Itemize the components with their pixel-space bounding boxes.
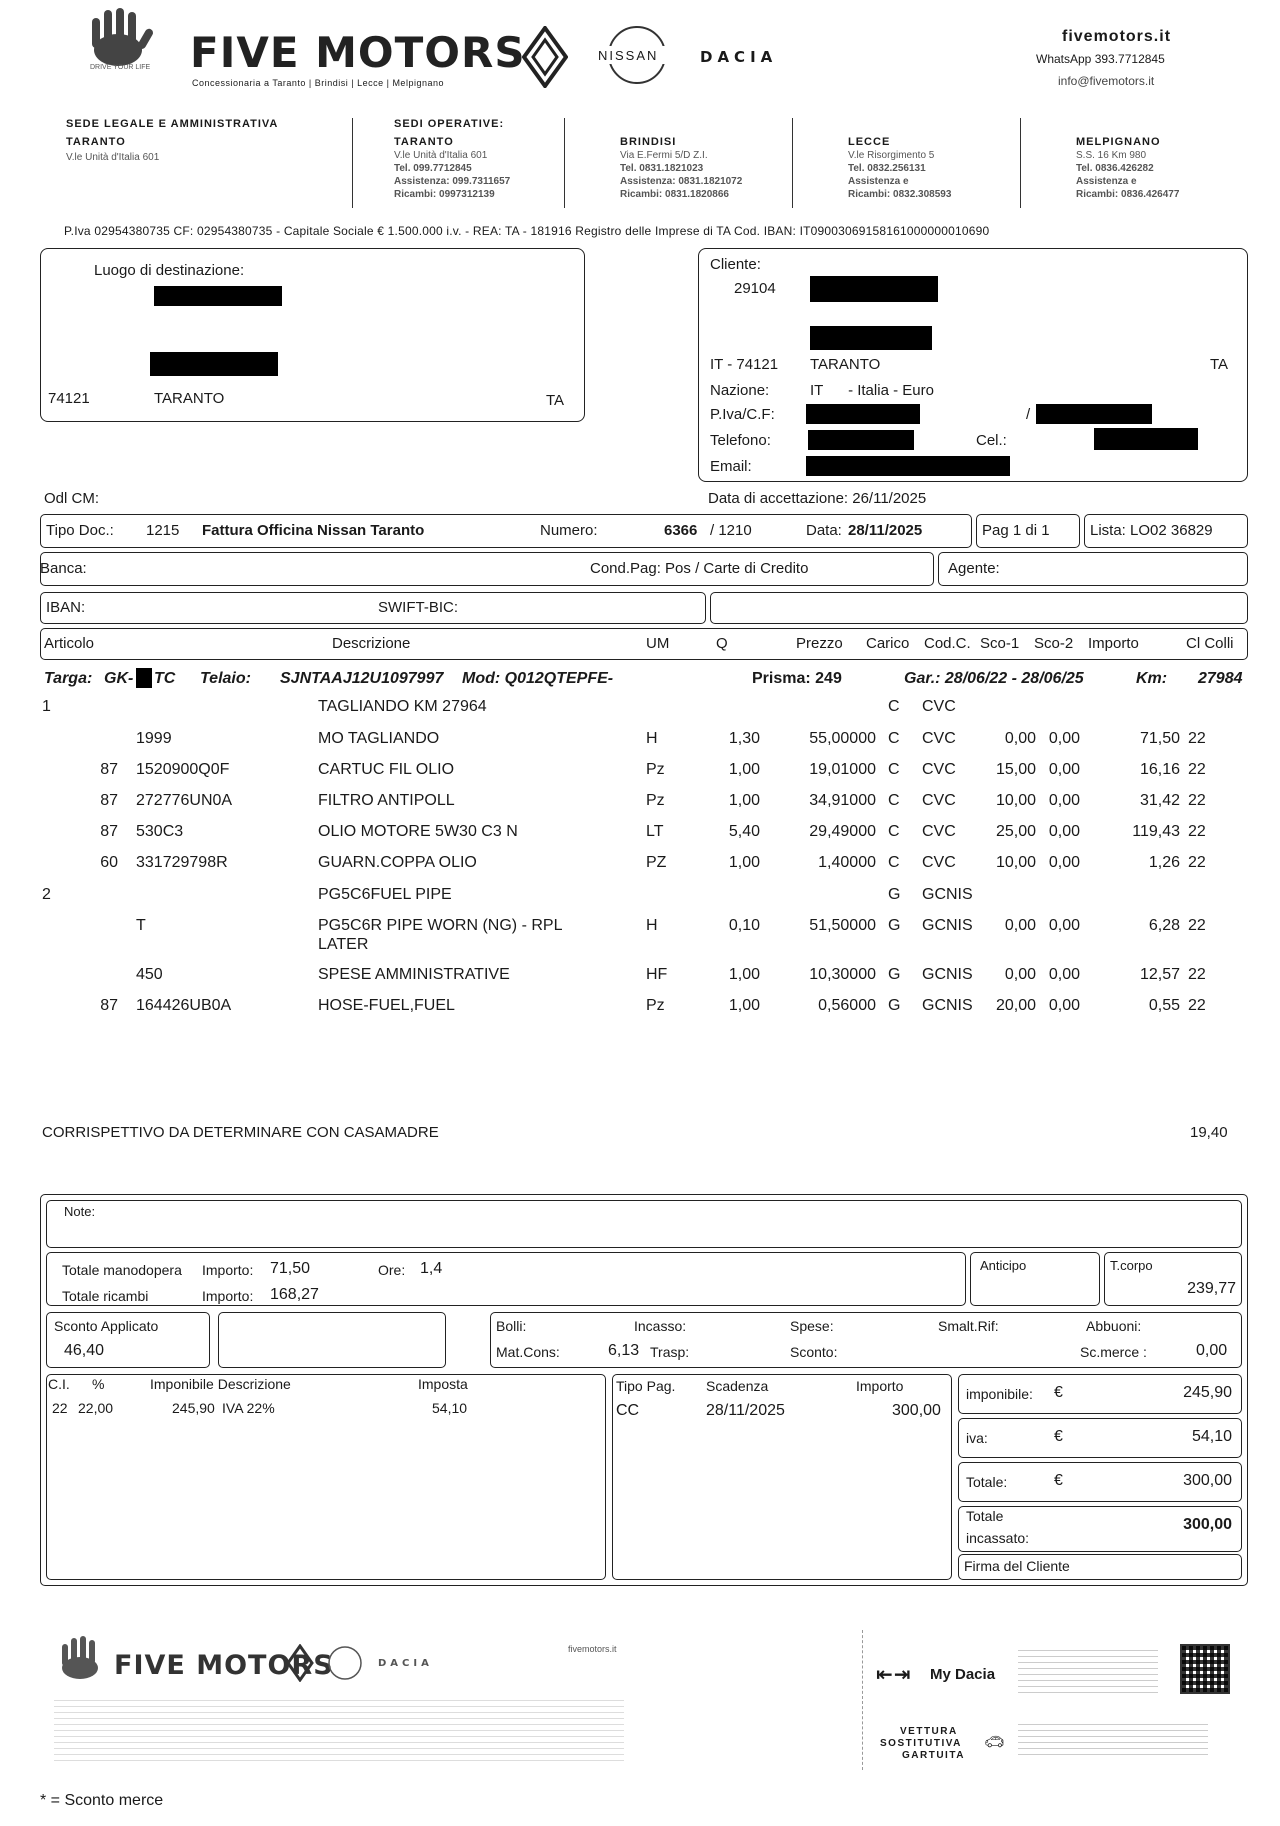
col-carico: Carico	[866, 635, 910, 652]
incassato-value: 300,00	[1183, 1516, 1232, 1533]
ore-label: Ore:	[378, 1262, 406, 1278]
cell-cod: CVC	[922, 698, 956, 715]
destination-prov: TA	[546, 392, 565, 409]
scadenza-label: Scadenza	[706, 1378, 769, 1394]
vettura-2: SOSTITUTIVA	[880, 1738, 962, 1749]
imponibile-label: imponibile:	[966, 1386, 1033, 1402]
signature-label: Firma del Cliente	[964, 1558, 1070, 1574]
prisma: Prisma: 249	[752, 670, 842, 687]
client-prov: TA	[1210, 356, 1229, 373]
incassato-label-1: Totale	[966, 1508, 1004, 1524]
cell-car: C	[888, 698, 900, 715]
targa-end: TC	[154, 670, 176, 687]
piva-label: P.Iva/C.F:	[710, 406, 775, 423]
lista-value: Lista: LO02 36829	[1090, 522, 1213, 539]
tot-ricambi-imp-label: Importo:	[202, 1288, 254, 1304]
telaio-value: SJNTAAJ12U1097997	[280, 670, 444, 687]
cell-q: 1,00	[728, 761, 760, 778]
col-articolo: Articolo	[44, 635, 95, 652]
cell-prezzo: 51,50000	[809, 917, 876, 934]
euro-sign: €	[1054, 1472, 1063, 1489]
iban-box	[40, 592, 706, 624]
office-taranto: TARANTO V.le Unità d'Italia 601 Tel. 099.7712845 Assistenza: 099.7311657 Ricambi: 0997312139	[394, 136, 511, 200]
cell-cl: 22	[1188, 761, 1206, 778]
cell-prezzo: 0,56000	[818, 997, 876, 1014]
sconto-value: 46,40	[64, 1342, 105, 1359]
km-value: 27984	[1198, 670, 1243, 687]
cell-um: H	[646, 730, 658, 747]
doc-type-name: Fattura Officina Nissan Taranto	[202, 522, 425, 539]
cell-um: LT	[646, 823, 664, 840]
cell-s1: 20,00	[995, 997, 1036, 1014]
cell-s2: 0,00	[1048, 792, 1080, 809]
cell-imp: 12,57	[1139, 966, 1180, 983]
numero-value: 6366	[664, 522, 698, 539]
cell-prezzo: 19,01000	[809, 761, 876, 778]
renault-logo-icon	[522, 26, 568, 88]
destination-label: Luogo di destinazione:	[94, 262, 245, 279]
scmerce-label: Sc.merce :	[1080, 1344, 1147, 1360]
footer-dacia: DACIA	[378, 1658, 433, 1669]
tot-ricambi-value: 168,27	[270, 1286, 319, 1303]
km-label: Km:	[1136, 670, 1168, 687]
phone-label: Telefono:	[710, 432, 771, 449]
cell-s1: 25,00	[995, 823, 1036, 840]
cell-s2: 0,00	[1048, 966, 1080, 983]
targa-label: Targa:	[44, 670, 93, 687]
cell-cod: CVC	[922, 792, 956, 809]
dacia-text: DACIA	[700, 48, 778, 66]
cell-car: G	[888, 997, 901, 1014]
note-box	[46, 1200, 1242, 1248]
euro-sign: €	[1054, 1428, 1063, 1445]
cell-cl: 22	[1188, 730, 1206, 747]
cell-cl: 22	[1188, 917, 1206, 934]
cell-desc: PG5C6R PIPE WORN (NG) - RPL	[318, 917, 563, 934]
cell-s2: 0,00	[1048, 854, 1080, 871]
matcons-label: Mat.Cons:	[496, 1344, 560, 1360]
cell-art: 164426UB0A	[136, 997, 232, 1014]
cell-q: 1,00	[728, 854, 760, 871]
cell-desc: TAGLIANDO KM 27964	[318, 698, 487, 715]
cell-cod: CVC	[922, 823, 956, 840]
agent-label: Agente:	[948, 560, 1000, 577]
redacted-block	[808, 430, 914, 450]
cell-prezzo: 55,00000	[809, 730, 876, 747]
legal-city: TARANTO	[66, 136, 126, 148]
col-importo: Importo	[1088, 635, 1139, 652]
cell-cod: CVC	[922, 761, 956, 778]
cell-prezzo: 29,49000	[809, 823, 876, 840]
tcorpo-label: T.corpo	[1110, 1258, 1153, 1273]
cell-cl: 22	[1188, 823, 1206, 840]
cell-cod: GCNIS	[922, 966, 973, 983]
model: Mod: Q012QTEPFE-	[462, 670, 614, 687]
cell-um: Pz	[646, 761, 665, 778]
cell-art: 331729798R	[136, 854, 228, 871]
cell-car: G	[888, 966, 901, 983]
car-icon: 🚗︎	[984, 1734, 1005, 1751]
cell-s2: 0,00	[1048, 761, 1080, 778]
scadenza-value: 28/11/2025	[706, 1402, 785, 1419]
footer-brand: FIVE MOTORS	[114, 1650, 334, 1681]
footer-text-placeholder	[1018, 1724, 1208, 1760]
note-label: Note:	[64, 1204, 96, 1219]
cell-prezzo: 10,30000	[809, 966, 876, 983]
tot-mano-imp-label: Importo:	[202, 1262, 254, 1278]
cell-desc: SPESE AMMINISTRATIVE	[318, 966, 510, 983]
cell-imp: 6,28	[1148, 917, 1180, 934]
col-codc: Cod.C.	[924, 635, 971, 652]
cell-cl: 22	[1188, 792, 1206, 809]
divider	[564, 118, 565, 208]
empty-box	[218, 1312, 446, 1368]
cell-imp: 16,16	[1139, 761, 1180, 778]
cell-q: 5,40	[728, 823, 760, 840]
cond-pag: Cond.Pag: Pos / Carte di Credito	[590, 560, 809, 577]
cell-um: HF	[646, 966, 668, 983]
corrispettivo-value: 19,40	[1190, 1124, 1228, 1141]
cell-q: 1,00	[728, 966, 760, 983]
cell-s1: 0,00	[1004, 917, 1036, 934]
abbuoni-label: Abbuoni:	[1086, 1318, 1142, 1334]
col-colli: Cl Colli	[1186, 635, 1234, 652]
totals-summary-box	[46, 1252, 966, 1306]
cell-car: C	[888, 730, 900, 747]
cel-label: Cel.:	[976, 432, 1007, 449]
iva-desc-value: IVA 22%	[222, 1400, 275, 1416]
cell-cod: GCNIS	[922, 886, 973, 903]
cell-pre: 87	[100, 792, 118, 809]
cell-cl: 22	[1188, 854, 1206, 871]
office-lecce: LECCE V.le Risorgimento 5 Tel. 0832.256131 Assistenza e Ricambi: 0832.308593	[848, 136, 952, 200]
col-sco2: Sco-2	[1034, 635, 1074, 652]
sconto-label: Sconto Applicato	[54, 1318, 159, 1334]
divider	[862, 1630, 864, 1770]
cell-desc: PG5C6FUEL PIPE	[318, 886, 452, 903]
matcons-value: 6,13	[608, 1342, 640, 1359]
ci-value: 22	[52, 1400, 68, 1416]
imposta-label: Imposta	[418, 1376, 468, 1392]
cell-art: T	[136, 917, 146, 934]
col-descrizione: Descrizione	[332, 635, 411, 652]
cell-pre: 60	[100, 854, 118, 871]
divider	[1020, 118, 1021, 208]
cell-art: 450	[136, 966, 163, 983]
header-email: info@fivemotors.it	[1058, 74, 1155, 88]
destination-cap: 74121	[48, 390, 90, 407]
cell-q: 0,10	[728, 917, 760, 934]
redacted-block	[810, 276, 938, 302]
cell-s2: 0,00	[1048, 730, 1080, 747]
legend: * = Sconto merce	[40, 1792, 164, 1809]
doc-type-label: Tipo Doc.:	[46, 522, 114, 539]
cell-prezzo: 34,91000	[809, 792, 876, 809]
cell-cod: CVC	[922, 854, 956, 871]
corrispettivo-text: CORRISPETTIVO DA DETERMINARE CON CASAMADRE	[42, 1124, 439, 1141]
cell-desc: GUARN.COPPA OLIO	[318, 854, 477, 871]
cell-desc: OLIO MOTORE 5W30 C3 N	[318, 823, 518, 840]
hand-logo-icon	[56, 1636, 112, 1680]
cell-n: 1	[42, 698, 51, 715]
col-prezzo: Prezzo	[796, 635, 843, 652]
tipopag-label: Tipo Pag.	[616, 1378, 676, 1394]
cell-imp: 119,43	[1132, 823, 1180, 840]
smalt-label: Smalt.Rif:	[938, 1318, 999, 1334]
doc-type-code: 1215	[146, 522, 180, 539]
cell-s2: 0,00	[1048, 917, 1080, 934]
impdesc-label: Imponibile Descrizione	[150, 1376, 291, 1392]
cell-um: Pz	[646, 997, 665, 1014]
importo-value: 300,00	[892, 1402, 941, 1419]
divider	[792, 118, 793, 208]
qr-code-icon	[1180, 1644, 1230, 1694]
cell-s2: 0,00	[1048, 997, 1080, 1014]
cell-cl: 22	[1188, 997, 1206, 1014]
cell-s1: 10,00	[995, 854, 1036, 871]
client-city: TARANTO	[810, 356, 881, 373]
cell-s1: 15,00	[995, 761, 1036, 778]
col-sco1: Sco-1	[980, 635, 1020, 652]
brand-title: FIVE MOTORS	[190, 28, 526, 77]
swift-label: SWIFT-BIC:	[378, 599, 458, 616]
my-dacia: My Dacia	[930, 1666, 996, 1683]
acceptance-date: Data di accettazione: 26/11/2025	[708, 490, 927, 507]
cell-imp: 31,42	[1139, 792, 1180, 809]
data-value: 28/11/2025	[848, 522, 923, 539]
cell-pre: 87	[100, 823, 118, 840]
cell-art: 530C3	[136, 823, 184, 840]
legal-address: V.le Unità d'Italia 601	[66, 152, 160, 163]
cell-s1: 10,00	[995, 792, 1036, 809]
cell-desc-continued: LATER	[318, 936, 369, 953]
data-label: Data:	[806, 522, 842, 539]
nissan-text: NISSAN	[598, 48, 659, 63]
scmerce-value: 0,00	[1196, 1342, 1228, 1359]
cell-car: C	[888, 823, 900, 840]
importo-label: Importo	[856, 1378, 904, 1394]
cell-desc: CARTUC FIL OLIO	[318, 761, 455, 778]
trasp-label: Trasp:	[650, 1344, 690, 1360]
imponibile-value: 245,90	[1183, 1384, 1232, 1401]
cell-s2: 0,00	[1048, 823, 1080, 840]
cell-imp: 1,26	[1148, 854, 1180, 871]
cell-prezzo: 1,40000	[818, 854, 876, 871]
brand-tagline: Concessionaria a Taranto | Brindisi | Lecce | Melpignano	[192, 78, 444, 88]
telaio-label: Telaio:	[200, 670, 251, 687]
slogan: DRIVE YOUR LIFE	[90, 64, 151, 71]
footer-offices-placeholder	[54, 1696, 624, 1766]
tipopag-value: CC	[616, 1402, 640, 1419]
totale-label: Totale:	[966, 1474, 1008, 1490]
email-label: Email:	[710, 458, 752, 475]
cell-um: PZ	[646, 854, 667, 871]
cell-art: 1999	[136, 730, 172, 747]
redacted-block	[806, 456, 1010, 476]
operative-title: SEDI OPERATIVE:	[394, 118, 505, 130]
bank-label: Banca:	[40, 560, 87, 577]
cell-car: G	[888, 886, 901, 903]
divider	[352, 118, 353, 208]
sconto2-label: Sconto:	[790, 1344, 838, 1360]
website: fivemotors.it	[1062, 28, 1172, 45]
fiscal-line: P.Iva 02954380735 CF: 02954380735 - Capitale Sociale € 1.500.000 i.v. - REA: TA - 181916 Registro delle Imprese di TA Cod. IBAN: IT09003069158161000000010690	[64, 224, 990, 238]
perc-value: 22,00	[78, 1400, 114, 1416]
cell-q: 1,00	[728, 997, 760, 1014]
cell-desc: HOSE-FUEL,FUEL	[318, 997, 455, 1014]
imposta-value: 54,10	[432, 1400, 468, 1416]
tcorpo-value: 239,77	[1187, 1280, 1236, 1297]
cell-car: C	[888, 761, 900, 778]
tot-mano-label: Totale manodopera	[62, 1262, 182, 1278]
redacted-block	[154, 286, 282, 306]
warranty: Gar.: 28/06/22 - 28/06/25	[904, 670, 1084, 687]
col-q: Q	[716, 635, 728, 652]
totale-value: 300,00	[1183, 1472, 1232, 1489]
cell-pre: 87	[100, 761, 118, 778]
client-code: 29104	[734, 280, 776, 297]
iva-label: iva:	[966, 1430, 988, 1446]
iva-value: 54,10	[1191, 1428, 1232, 1445]
spese-label: Spese:	[790, 1318, 834, 1334]
anticipo-label: Anticipo	[980, 1258, 1027, 1273]
renault-logo-icon	[286, 1644, 314, 1682]
redacted-block	[806, 404, 920, 424]
tot-ricambi-label: Totale ricambi	[62, 1288, 149, 1304]
redacted-block	[1036, 404, 1152, 424]
office-brindisi: BRINDISI Via E.Fermi 5/D Z.I. Tel. 0831.1821023 Assistenza: 0831.1821072 Ricambi: 0831.1820866	[620, 136, 743, 200]
legal-title: SEDE LEGALE E AMMINISTRATIVA	[66, 118, 279, 130]
cell-um: H	[646, 917, 658, 934]
cell-s1: 0,00	[1004, 730, 1036, 747]
redacted-block	[810, 326, 932, 350]
ore-value: 1,4	[420, 1260, 443, 1277]
col-um: UM	[646, 635, 670, 652]
cell-car: G	[888, 917, 901, 934]
nissan-logo-icon	[324, 1644, 366, 1682]
odl-label: Odl CM:	[44, 490, 100, 507]
tot-mano-value: 71,50	[270, 1260, 311, 1277]
iban-label: IBAN:	[46, 599, 86, 616]
redacted-block	[150, 352, 278, 376]
nation-value: IT - Italia - Euro	[810, 382, 934, 399]
piva-slash: /	[1026, 406, 1031, 423]
destination-city: TARANTO	[154, 390, 225, 407]
euro-sign: €	[1054, 1384, 1063, 1401]
cell-car: C	[888, 854, 900, 871]
incassato-label-2: incassato:	[966, 1530, 1030, 1546]
iban-extra-box	[710, 592, 1248, 624]
client-label: Cliente:	[710, 256, 761, 273]
cell-cod: GCNIS	[922, 997, 973, 1014]
numero-suffix: / 1210	[710, 522, 752, 539]
cell-art: 272776UN0A	[136, 792, 233, 809]
numero-label: Numero:	[540, 522, 598, 539]
cell-pre: 87	[100, 997, 118, 1014]
vettura-1: VETTURA	[900, 1726, 958, 1737]
dacia-symbol-icon: ⇤⇥	[876, 1662, 912, 1686]
cell-art: 1520900Q0F	[136, 761, 230, 778]
hand-logo-icon	[82, 8, 172, 70]
cell-car: C	[888, 792, 900, 809]
cell-s1: 0,00	[1004, 966, 1036, 983]
page-indicator: Pag 1 di 1	[982, 522, 1050, 539]
incasso-label: Incasso:	[634, 1318, 687, 1334]
cell-imp: 71,50	[1139, 730, 1180, 747]
cell-imp: 0,55	[1148, 997, 1180, 1014]
footer-text-placeholder	[1018, 1648, 1158, 1698]
vettura-3: GARTUITA	[902, 1750, 965, 1761]
cell-um: Pz	[646, 792, 665, 809]
vat-box	[46, 1374, 606, 1580]
perc-label: %	[92, 1376, 105, 1392]
nation-label: Nazione:	[710, 382, 770, 399]
ci-label: C.I.	[48, 1376, 70, 1392]
footer-website: fivemotors.it	[568, 1644, 617, 1654]
whatsapp: WhatsApp 393.7712845	[1036, 52, 1165, 66]
bolli-label: Bolli:	[496, 1318, 527, 1334]
cell-desc: MO TAGLIANDO	[318, 730, 440, 747]
redacted-block	[136, 668, 152, 688]
cell-q: 1,00	[728, 792, 760, 809]
cell-cod: CVC	[922, 730, 956, 747]
redacted-block	[1094, 428, 1198, 450]
cell-q: 1,30	[728, 730, 760, 747]
targa-value: GK-	[104, 670, 134, 687]
cell-n: 2	[42, 886, 51, 903]
cell-desc: FILTRO ANTIPOLL	[318, 792, 455, 809]
cell-cl: 22	[1188, 966, 1206, 983]
office-melpignano: MELPIGNANO S.S. 16 Km 980 Tel. 0836.426282 Assistenza e Ricambi: 0836.426477	[1076, 136, 1180, 200]
cell-cod: GCNIS	[922, 917, 973, 934]
client-country-cap: IT - 74121	[710, 356, 779, 373]
impon-value: 245,90	[172, 1400, 215, 1416]
